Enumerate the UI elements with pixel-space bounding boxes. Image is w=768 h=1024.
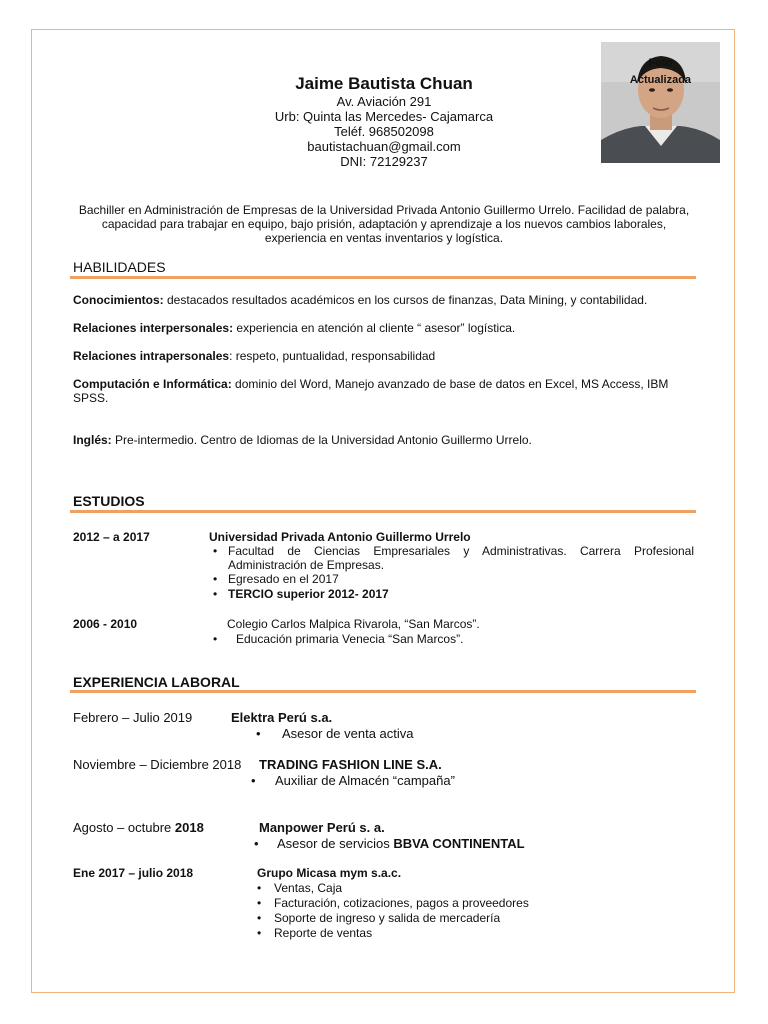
- study-bullet: TERCIO superior 2012- 2017: [228, 587, 389, 601]
- skill-item: [73, 349, 695, 363]
- phone: Teléf. 968502098: [334, 124, 434, 139]
- skill-label: Computación e Informática:: [73, 377, 232, 391]
- section-divider: [70, 276, 696, 279]
- skill-item: [73, 293, 695, 307]
- bullet-dot: •: [213, 632, 218, 646]
- section-title-experiencia: EXPERIENCIA LABORAL: [73, 674, 240, 690]
- candidate-name: Jaime Bautista Chuan: [295, 74, 473, 93]
- study-bullet: Facultad de Ciencias Empresariales y Administrativas. Carrera Profesional Administración de Empresas.: [228, 544, 694, 572]
- job-bullet-text: Asesor de servicios: [277, 836, 394, 851]
- skill-item: [73, 321, 695, 335]
- skill-label: Conocimientos:: [73, 293, 164, 307]
- job-bullet: Soporte de ingreso y salida de mercadería: [274, 911, 501, 925]
- job-bullet: Reporte de ventas: [274, 926, 373, 940]
- profile-photo: [601, 42, 720, 163]
- bullet-dot: •: [257, 911, 262, 925]
- study-bullet: Egresado en el 2017: [228, 572, 339, 586]
- job-bullet: Auxiliar de Almacén “campaña”: [275, 773, 455, 788]
- bullet-dot: •: [213, 572, 218, 586]
- job-period: Ene 2017 – julio 2018: [73, 866, 194, 880]
- skill-text: experiencia en atención al cliente “ asesor” logística.: [233, 321, 516, 335]
- section-divider: [70, 690, 696, 693]
- bullet-dot: •: [254, 836, 259, 851]
- study-period: 2012 – a 2017: [73, 530, 150, 544]
- study-period: 2006 - 2010: [73, 617, 138, 631]
- job-period: [73, 820, 204, 835]
- skill-label: Relaciones interpersonales:: [73, 321, 234, 335]
- photo-label-1: Foto: [648, 57, 673, 69]
- skill-text: dominio del Word, Manejo avanzado de base de datos en Excel, MS Access, IBM SPSS.: [73, 377, 669, 405]
- job-period: Febrero – Julio 2019: [73, 710, 193, 725]
- bullet-dot: •: [213, 544, 218, 558]
- job-company: Elektra Perú s.a.: [231, 710, 333, 725]
- job-bullet: Facturación, cotizaciones, pagos a proveedores: [274, 896, 529, 910]
- section-title-habilidades: HABILIDADES: [73, 259, 166, 275]
- bullet-dot: •: [213, 587, 218, 601]
- job-bullet: Asesor de venta activa: [282, 726, 414, 741]
- study-institution: Colegio Carlos Malpica Rivarola, “San Marcos”.: [227, 617, 480, 631]
- skill-item: [73, 377, 695, 405]
- job-company: TRADING FASHION LINE S.A.: [259, 757, 442, 772]
- bullet-dot: •: [257, 926, 262, 940]
- bullet-dot: •: [256, 726, 261, 741]
- address-line-1: Av. Aviación 291: [336, 94, 432, 109]
- study-bullet: Educación primaria Venecia “San Marcos”.: [236, 632, 464, 646]
- bullet-dot: •: [251, 773, 256, 788]
- contact-header: [130, 74, 638, 169]
- photo-label-2: Actualizada: [629, 74, 692, 86]
- section-title-estudios: ESTUDIOS: [73, 493, 145, 509]
- job-company: Manpower Perú s. a.: [259, 820, 385, 835]
- job-bullet-strong: BBVA CONTINENTAL: [393, 836, 525, 851]
- job-company: Grupo Micasa mym s.a.c.: [257, 866, 402, 880]
- skill-item: [73, 433, 695, 447]
- skill-text: : respeto, puntualidad, responsabilidad: [229, 349, 436, 363]
- professional-summary: Bachiller en Administración de Empresas de la Universidad Privada Antonio Guillermo Urrelo. Facilidad de palabra, capacidad para trabajar en equipo, bajo prisión, adaptación y aprendizaje a los nuevos cambios laborales, experiencia en ventas inventarios y logística.: [78, 203, 690, 245]
- job-period-text: Agosto – octubre: [73, 820, 175, 835]
- skill-label: Relaciones intrapersonales: [73, 349, 230, 363]
- skill-label: Inglés:: [73, 433, 112, 447]
- email: bautistachuan@gmail.com: [307, 139, 461, 154]
- job-period-year: 2018: [174, 820, 204, 835]
- dni: DNI: 72129237: [340, 154, 428, 169]
- skill-text: destacados resultados académicos en los cursos de finanzas, Data Mining, y contabilidad.: [163, 293, 648, 307]
- address-line-2: Urb: Quinta las Mercedes- Cajamarca: [274, 109, 494, 124]
- skill-text: Pre-intermedio. Centro de Idiomas de la Universidad Antonio Guillermo Urrelo.: [111, 433, 532, 447]
- bullet-dot: •: [257, 896, 262, 910]
- bullet-dot: •: [257, 881, 262, 895]
- job-period: Noviembre – Diciembre 2018: [73, 757, 242, 772]
- job-bullet: [277, 836, 525, 851]
- study-institution: Universidad Privada Antonio Guillermo Urrelo: [209, 530, 471, 544]
- section-divider: [70, 510, 696, 513]
- job-bullet: Ventas, Caja: [274, 881, 343, 895]
